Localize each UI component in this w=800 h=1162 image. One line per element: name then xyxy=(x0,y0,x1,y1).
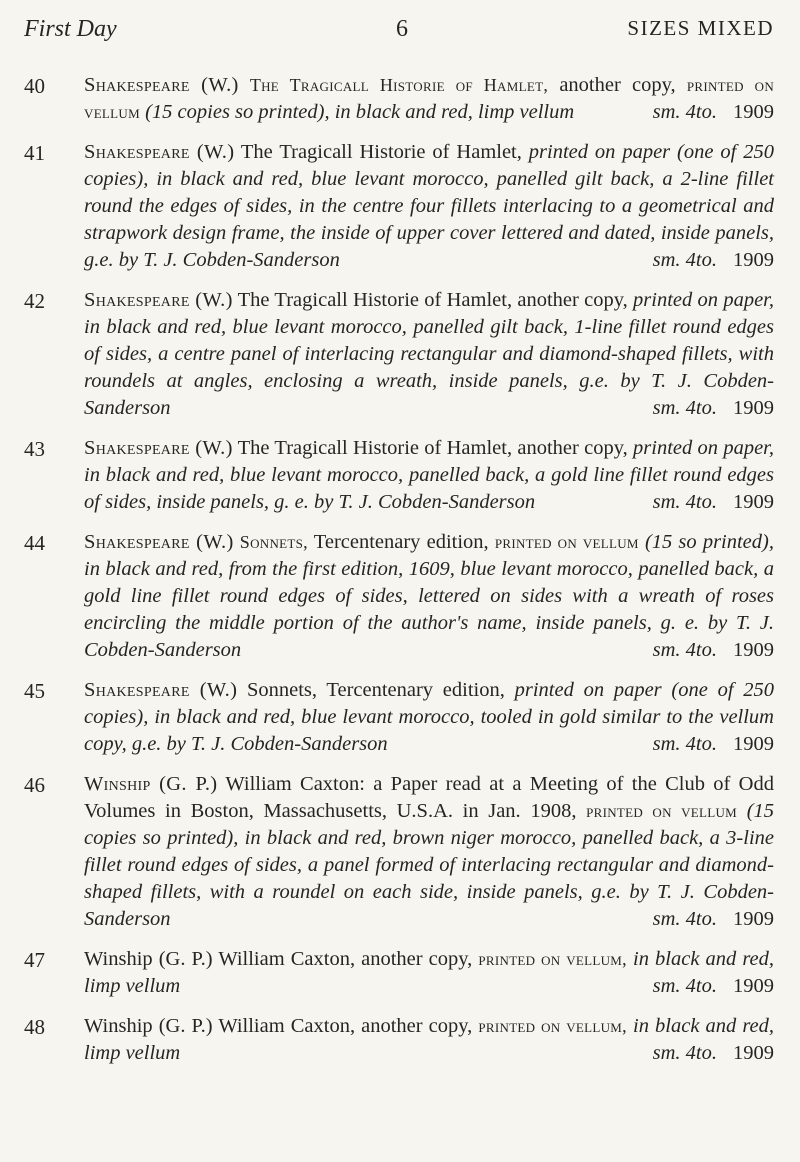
lot-size-year xyxy=(633,906,774,933)
lot-number: 41 xyxy=(24,141,45,165)
lot-year: 1909 xyxy=(733,249,774,271)
lot-year: 1909 xyxy=(733,975,774,997)
lot-material: printed on vellum xyxy=(84,75,775,122)
lot-binding: in black and red, limp vellum xyxy=(84,948,775,997)
lot-entry xyxy=(24,529,774,664)
lot-binding: printed on paper (one of 250 copies), in black and red, blue levant morocco, panelled gilt back, a 2-line fillet round the edges of sides, in the centre four fillets interlacing to a geometrical and strapwork design frame, the inside of upper cover lettered and dated, inside panels, g.e. by T. J. Cobden-Sanderson xyxy=(84,141,774,271)
lot-material: printed on vellum xyxy=(586,801,738,821)
lot-author: Shakespeare (W.) xyxy=(84,437,233,459)
header-day: First Day xyxy=(24,16,117,42)
lot-description xyxy=(84,529,774,664)
lot-description xyxy=(84,72,774,126)
lot-size: sm. 4to. xyxy=(652,397,717,419)
lot-author: Shakespeare (W.) xyxy=(84,531,234,553)
lot-description xyxy=(84,435,774,516)
lot-number: 48 xyxy=(24,1015,45,1039)
lot-entry xyxy=(24,287,774,422)
lot-year: 1909 xyxy=(733,491,774,513)
lot-author: Winship (G. P.) xyxy=(84,1015,213,1037)
lot-author: Shakespeare (W.) xyxy=(84,74,239,96)
lot-entry xyxy=(24,1013,774,1067)
lot-size: sm. 4to. xyxy=(652,249,717,271)
page-number: 6 xyxy=(396,16,408,42)
lot-size-year xyxy=(633,731,774,758)
lot-size: sm. 4to. xyxy=(652,639,717,661)
lot-size: sm. 4to. xyxy=(652,491,717,513)
lot-size: sm. 4to. xyxy=(652,101,717,123)
lot-entry xyxy=(24,139,774,274)
lot-author: Shakespeare (W.) xyxy=(84,289,233,311)
lot-binding: (15 so printed), in black and red, from the first edition, 1609, blue levant morocco, panelled back, a gold line fillet round edges of sides, lettered on sides with a wreath of roses encircling the middle portion of the author's name, inside panels, g. e. by T. J. Cobden-Sanderson xyxy=(84,531,774,661)
lot-description xyxy=(84,677,774,758)
lot-material: printed on vellum xyxy=(494,532,639,552)
lot-entry xyxy=(24,771,774,933)
lot-binding: printed on paper (one of 250 copies), in black and red, blue levant morocco, tooled in gold similar to the vellum copy, g.e. by T. J. Cobden-Sanderson xyxy=(84,679,775,755)
lot-entry xyxy=(24,435,774,516)
lot-description xyxy=(84,1013,774,1067)
lot-title: The Tragicall Historie of Hamlet, another copy, xyxy=(237,289,628,311)
lot-description xyxy=(84,771,774,933)
lot-title: William Caxton, another copy, xyxy=(218,1015,473,1037)
lot-size: sm. 4to. xyxy=(652,975,717,997)
lot-size-year xyxy=(633,395,774,422)
lot-size: sm. 4to. xyxy=(652,733,717,755)
lot-note: another copy, xyxy=(559,74,676,96)
lot-binding: (15 copies so printed), in black and red, brown niger morocco, panelled back, a 3-line fillet round edges of sides, a panel formed of interlacing rectangular and diamond-shaped fillets, with a roundel on each side, inside panels, g.e. by T. J. Cobden-Sanderson xyxy=(84,800,775,930)
lot-year: 1909 xyxy=(733,639,774,661)
lot-size-year xyxy=(633,637,774,664)
lot-year: 1909 xyxy=(733,101,774,123)
lot-size-year xyxy=(633,973,774,1000)
lot-material: printed on vellum, xyxy=(478,949,627,969)
lot-size-year xyxy=(633,99,774,126)
lot-entry xyxy=(24,946,774,1000)
lot-year: 1909 xyxy=(733,733,774,755)
lot-title: The Tragicall Historie of Hamlet, another copy, xyxy=(237,437,628,459)
lot-binding: in black and red, limp vellum xyxy=(84,1015,775,1064)
lot-entry xyxy=(24,72,774,126)
lot-description xyxy=(84,139,774,274)
lot-description xyxy=(84,946,774,1000)
lot-size: sm. 4to. xyxy=(652,1042,717,1064)
lot-material: printed on vellum, xyxy=(478,1016,627,1036)
lot-size-year xyxy=(633,1040,774,1067)
lot-number: 45 xyxy=(24,679,45,703)
lot-author: Winship (G. P.) xyxy=(84,948,213,970)
header-section: SIZES MIXED xyxy=(627,16,774,40)
lot-title: Sonnets, Tercentenary edition, xyxy=(246,679,505,701)
lot-number: 47 xyxy=(24,948,45,972)
lot-year: 1909 xyxy=(733,1042,774,1064)
lot-year: 1909 xyxy=(733,397,774,419)
lot-author: Shakespeare (W.) xyxy=(84,141,235,163)
lot-title: William Caxton, another copy, xyxy=(218,948,473,970)
lot-binding: printed on paper, in black and red, blue levant morocco, panelled gilt back, 1-line fillet round edges of sides, a centre panel of interlacing rectangular and diamond-shaped fillets, with roundels at angles, enclosing a wreath, inside panels, g.e. by T. J. Cobden-Sanderson xyxy=(84,289,774,419)
lot-title: Sonnets, xyxy=(239,532,308,552)
lot-number: 46 xyxy=(24,773,45,797)
lot-description xyxy=(84,287,774,422)
lot-size-year xyxy=(633,489,774,516)
lot-title: The Tragicall Historie of Hamlet, xyxy=(240,141,522,163)
lot-size: sm. 4to. xyxy=(652,908,717,930)
lot-entry xyxy=(24,677,774,758)
catalogue-entries xyxy=(24,72,774,1080)
lot-year: 1909 xyxy=(733,908,774,930)
lot-binding: printed on paper, in black and red, blue levant morocco, panelled back, a gold line fillet round edges of sides, inside panels, g. e. by T. J. Cobden-Sanderson xyxy=(84,437,774,513)
lot-size-year xyxy=(633,247,774,274)
lot-title: The Tragicall Historie of Hamlet, xyxy=(249,75,549,95)
lot-author: Winship (G. P.) xyxy=(84,773,218,795)
lot-number: 40 xyxy=(24,74,45,98)
lot-number: 42 xyxy=(24,289,45,313)
page-header xyxy=(24,16,774,42)
lot-number: 43 xyxy=(24,437,45,461)
lot-title: William Caxton: a Paper read at a Meeting of the Club of Odd Volumes in Boston, Massachusetts, U.S.A. in Jan. 1908, xyxy=(84,773,774,822)
lot-note: Tercentenary edition, xyxy=(313,531,489,553)
lot-number: 44 xyxy=(24,531,45,555)
lot-author: Shakespeare (W.) xyxy=(84,679,238,701)
lot-binding: (15 copies so printed), in black and red, limp vellum xyxy=(145,101,575,123)
